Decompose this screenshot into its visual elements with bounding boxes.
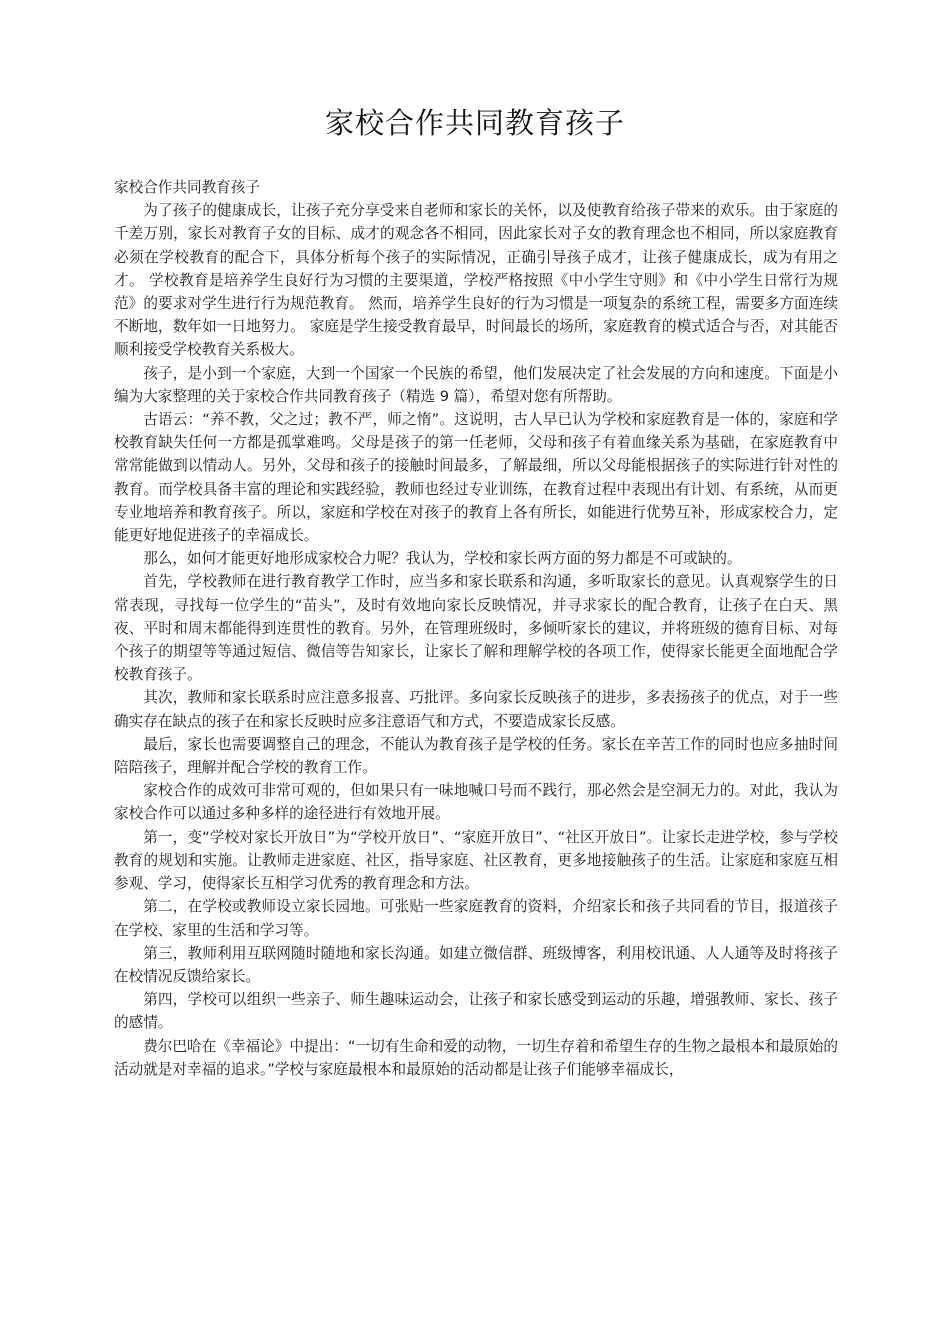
document-body xyxy=(114,176,838,1081)
paragraph: 古语云：“养不教，父之过；教不严，师之惰”。这说明，古人早已认为学校和家庭教育是一体的，家庭和学校教育缺失任何一方都是孤掌难鸣。父母是孩子的第一任老师，父母和孩子有着血缘关系为基础，在家庭教育中常常能做到以情动人。另外，父母和孩子的接触时间最多，了解最细，所以父母能根据孩子的实际进行针对性的教育。而学校具备丰富的理论和实践经验，教师也经过专业训练，在教育过程中表现出有计划、有系统，从而更专业地培养和教育孩子。所以，家庭和学校在对孩子的教育上各有所长，如能进行优势互补，形成家校合力，定能更好地促进孩子的幸福成长。 xyxy=(114,411,838,545)
paragraph: 最后，家长也需要调整自己的理念，不能认为教育孩子是学校的任务。家长在辛苦工作的同时也应多抽时间陪陪孩子，理解并配合学校的教育工作。 xyxy=(114,735,838,777)
paragraph: 那么，如何才能更好地形成家校合力呢？我认为，学校和家长两方面的努力都是不可或缺的。 xyxy=(143,550,742,568)
paragraph: 费尔巴哈在《幸福论》中提出：“一切有生命和爱的动物，一切生存着和希望生存的生物之最根本和最原始的活动就是对幸福的追求。”学校与家庭最根本和最原始的活动都是让孩子们能够幸福成长， xyxy=(114,1037,838,1078)
paragraph: 家校合作的成效可非常可观的，但如果只有一味地喊口号而不践行，那必然会是空洞无力的。对此，我认为家校合作可以通过多种多样的途径进行有效地开展。 xyxy=(114,782,838,823)
paragraph: 第一，变“学校对家长开放日”为“学校开放日”、“家庭开放日”、“社区开放日”。让家长走进学校，参与学校教育的规划和实施。让教师走进家庭、社区，指导家庭、社区教育，更多地接触孩子的生活。让家庭和家庭互相参观、学习，使得家长互相学习优秀的教育理念和方法。 xyxy=(114,828,838,893)
paragraph: 首先，学校教师在进行教育教学工作时，应当多和家长联系和沟通，多听取家长的意见。认真观察学生的日常表现，寻找每一位学生的“苗头”，及时有效地向家长反映情况，并寻求家长的配合教育，让孩子在白天、黑夜、平时和周末都能得到连贯性的教育。另外，在管理班级时，多倾听家长的建议，并将班级的德育目标、对每个孩子的期望等等通过短信、微信等告知家长，让家长了解和理解学校的各项工作，使得家长能更全面地配合学校教育孩子。 xyxy=(114,573,838,684)
document-title: 家校合作共同教育孩子 xyxy=(324,106,625,140)
paragraph: 第三，教师利用互联网随时随地和家长沟通。如建立微信群、班级博客，利用校讯通、人人通等及时将孩子在校情况反馈给家长。 xyxy=(114,944,838,985)
paragraph: 为了孩子的健康成长，让孩子充分享受来自老师和家长的关怀，以及使教育给孩子带来的欢乐。由于家庭的千差万别，家长对教育子女的目标、成才的观念各不相同，因此家长对子女的教育理念也不相同，所以家庭教育必须在学校教育的配合下，具体分析每个孩子的实际情况，正确引导孩子成才，让孩子健康成长，成为有用之才。 学校教育是培养学生良好行为习惯的主要渠道，学校严格按照《中小学生守则》和《中小学生日常行为规范》的要求对学生进行行为规范教育。 然而，培养学生良好的行为习惯是一项复杂的系统工程，需要多方面连续不断地，数年如一日地努力。 家庭是学生接受教育最早，时间最长的场所，家庭教育的模式适合与否，对其能否顺利接受学校教育关系极大。 xyxy=(114,202,838,359)
paragraph: 第四，学校可以组织一些亲子、师生趣味运动会，让孩子和家长感受到运动的乐趣，增强教师、家长、孩子的感情。 xyxy=(114,991,838,1032)
paragraph: 其次，教师和家长联系时应注意多报喜、巧批评。多向家长反映孩子的进步，多表扬孩子的优点，对于一些确实存在缺点的孩子在和家长反映时应多注意语气和方式，不要造成家长反感。 xyxy=(114,689,838,730)
document-subtitle: 家校合作共同教育孩子 xyxy=(114,179,260,196)
paragraph: 第二，在学校或教师设立家长园地。可张贴一些家庭教育的资料，介绍家长和孩子共同看的节目，报道孩子在学校、家里的生活和学习等。 xyxy=(114,898,838,939)
paragraph: 孩子，是小到一个家庭，大到一个国家一个民族的希望，他们发展决定了社会发展的方向和速度。下面是小编为大家整理的关于家校合作共同教育孩子（精选 9 篇），希望对您有所帮助。 xyxy=(114,364,838,405)
